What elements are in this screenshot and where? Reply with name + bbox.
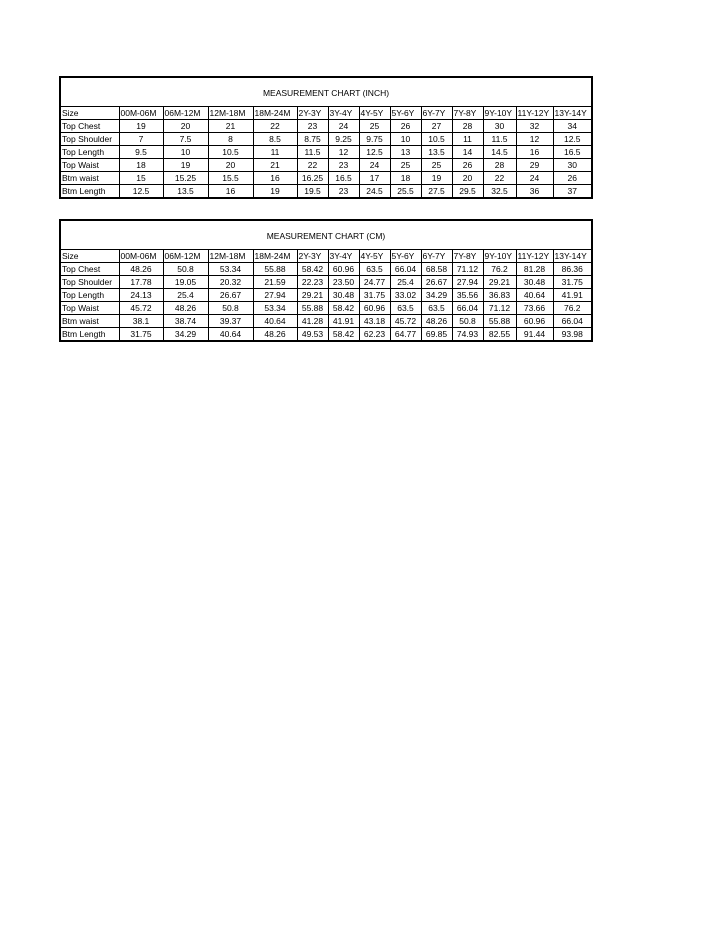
measurement-cell: 55.88 bbox=[297, 302, 328, 315]
measurement-cell: 9.75 bbox=[359, 133, 390, 146]
row-label: Top Length bbox=[61, 289, 119, 302]
measurement-cell: 34.29 bbox=[421, 289, 452, 302]
measurement-cell: 31.75 bbox=[119, 328, 163, 341]
measurement-cell: 7 bbox=[119, 133, 163, 146]
measurement-cell: 18 bbox=[390, 172, 421, 185]
measurement-cell: 37 bbox=[553, 185, 591, 198]
table-row bbox=[61, 328, 591, 341]
measurement-cell: 35.56 bbox=[452, 289, 483, 302]
header-row bbox=[61, 107, 591, 120]
size-header-cell: 4Y-5Y bbox=[359, 107, 390, 120]
table-row bbox=[61, 133, 591, 146]
measurement-cell: 50.8 bbox=[208, 302, 253, 315]
measurement-cell: 16.5 bbox=[328, 172, 359, 185]
measurement-cell: 12 bbox=[328, 146, 359, 159]
measurement-cell: 24.77 bbox=[359, 276, 390, 289]
measurement-cell: 26 bbox=[553, 172, 591, 185]
measurement-cell: 10.5 bbox=[421, 133, 452, 146]
measurement-cell: 17 bbox=[359, 172, 390, 185]
measurement-cell: 8.5 bbox=[253, 133, 297, 146]
measurement-cell: 30.48 bbox=[328, 289, 359, 302]
measurement-cell: 30.48 bbox=[516, 276, 553, 289]
measurement-cell: 16 bbox=[516, 146, 553, 159]
measurement-cell: 16 bbox=[253, 172, 297, 185]
measurement-cell: 48.26 bbox=[163, 302, 208, 315]
measurement-cell: 82.55 bbox=[483, 328, 516, 341]
measurement-cell: 63.5 bbox=[421, 302, 452, 315]
measurement-cell: 24.13 bbox=[119, 289, 163, 302]
measurement-cell: 14 bbox=[452, 146, 483, 159]
table-row bbox=[61, 302, 591, 315]
measurement-cell: 7.5 bbox=[163, 133, 208, 146]
measurement-cell: 60.96 bbox=[359, 302, 390, 315]
row-label: Top Length bbox=[61, 146, 119, 159]
measurement-cell: 23 bbox=[328, 185, 359, 198]
size-header-cell: 5Y-6Y bbox=[390, 107, 421, 120]
measurement-cell: 17.78 bbox=[119, 276, 163, 289]
measurement-cell: 53.34 bbox=[253, 302, 297, 315]
measurement-cell: 24 bbox=[516, 172, 553, 185]
size-column-header: Size bbox=[61, 250, 119, 263]
measurement-cell: 38.1 bbox=[119, 315, 163, 328]
measurement-cell: 60.96 bbox=[516, 315, 553, 328]
measurement-cell: 15.25 bbox=[163, 172, 208, 185]
measurement-cell: 71.12 bbox=[452, 263, 483, 276]
measurement-cell: 25.4 bbox=[163, 289, 208, 302]
measurement-cell: 32 bbox=[516, 120, 553, 133]
measurement-cell: 12.5 bbox=[359, 146, 390, 159]
measurement-cell: 19 bbox=[421, 172, 452, 185]
measurement-cell: 24 bbox=[359, 159, 390, 172]
measurement-cell: 91.44 bbox=[516, 328, 553, 341]
measurement-cell: 31.75 bbox=[553, 276, 591, 289]
size-header-cell: 00M-06M bbox=[119, 107, 163, 120]
measurement-cell: 25 bbox=[421, 159, 452, 172]
size-header-cell: 06M-12M bbox=[163, 107, 208, 120]
measurement-cell: 93.98 bbox=[553, 328, 591, 341]
measurement-cell: 15.5 bbox=[208, 172, 253, 185]
row-label: Btm Length bbox=[61, 328, 119, 341]
measurement-cell: 10 bbox=[390, 133, 421, 146]
measurement-cell: 63.5 bbox=[390, 302, 421, 315]
measurement-cell: 25 bbox=[359, 120, 390, 133]
measurement-cell: 36.83 bbox=[483, 289, 516, 302]
measurement-cell: 29.21 bbox=[297, 289, 328, 302]
measurement-cell: 29 bbox=[516, 159, 553, 172]
measurement-cell: 66.04 bbox=[390, 263, 421, 276]
measurement-cell: 58.42 bbox=[328, 328, 359, 341]
measurement-cell: 19.05 bbox=[163, 276, 208, 289]
table-row bbox=[61, 289, 591, 302]
measurement-cell: 50.8 bbox=[452, 315, 483, 328]
table-row bbox=[61, 263, 591, 276]
row-label: Btm Length bbox=[61, 185, 119, 198]
measurement-cell: 48.26 bbox=[253, 328, 297, 341]
measurement-cell: 10 bbox=[163, 146, 208, 159]
measurement-cell: 9.5 bbox=[119, 146, 163, 159]
measurement-cell: 22.23 bbox=[297, 276, 328, 289]
measurement-table bbox=[61, 107, 591, 197]
measurement-cell: 25.4 bbox=[390, 276, 421, 289]
measurement-cell: 23 bbox=[328, 159, 359, 172]
measurement-cell: 71.12 bbox=[483, 302, 516, 315]
measurement-cell: 64.77 bbox=[390, 328, 421, 341]
table-row bbox=[61, 146, 591, 159]
size-header-cell: 3Y-4Y bbox=[328, 250, 359, 263]
measurement-cell: 8 bbox=[208, 133, 253, 146]
measurement-cell: 29.5 bbox=[452, 185, 483, 198]
measurement-cell: 21.59 bbox=[253, 276, 297, 289]
measurement-cell: 45.72 bbox=[119, 302, 163, 315]
measurement-chart-inch bbox=[59, 76, 593, 199]
measurement-cell: 20 bbox=[163, 120, 208, 133]
size-header-cell: 12M-18M bbox=[208, 107, 253, 120]
row-label: Top Shoulder bbox=[61, 133, 119, 146]
measurement-cell: 76.2 bbox=[483, 263, 516, 276]
measurement-cell: 14.5 bbox=[483, 146, 516, 159]
measurement-cell: 40.64 bbox=[516, 289, 553, 302]
measurement-cell: 55.88 bbox=[253, 263, 297, 276]
row-label: Btm waist bbox=[61, 315, 119, 328]
measurement-cell: 63.5 bbox=[359, 263, 390, 276]
measurement-cell: 48.26 bbox=[421, 315, 452, 328]
measurement-cell: 22 bbox=[253, 120, 297, 133]
measurement-cell: 68.58 bbox=[421, 263, 452, 276]
measurement-cell: 27.94 bbox=[452, 276, 483, 289]
measurement-cell: 12.5 bbox=[119, 185, 163, 198]
measurement-cell: 30 bbox=[553, 159, 591, 172]
row-label: Top Waist bbox=[61, 302, 119, 315]
measurement-cell: 15 bbox=[119, 172, 163, 185]
measurement-cell: 69.85 bbox=[421, 328, 452, 341]
measurement-cell: 12.5 bbox=[553, 133, 591, 146]
measurement-table bbox=[61, 250, 591, 340]
measurement-cell: 36 bbox=[516, 185, 553, 198]
measurement-cell: 19 bbox=[119, 120, 163, 133]
table-row bbox=[61, 276, 591, 289]
measurement-cell: 45.72 bbox=[390, 315, 421, 328]
measurement-cell: 34.29 bbox=[163, 328, 208, 341]
measurement-cell: 25 bbox=[390, 159, 421, 172]
measurement-cell: 58.42 bbox=[297, 263, 328, 276]
measurement-cell: 38.74 bbox=[163, 315, 208, 328]
measurement-cell: 20 bbox=[208, 159, 253, 172]
size-header-cell: 6Y-7Y bbox=[421, 250, 452, 263]
size-header-cell: 11Y-12Y bbox=[516, 107, 553, 120]
measurement-cell: 25.5 bbox=[390, 185, 421, 198]
measurement-cell: 16.25 bbox=[297, 172, 328, 185]
measurement-cell: 8.75 bbox=[297, 133, 328, 146]
measurement-cell: 32.5 bbox=[483, 185, 516, 198]
measurement-cell: 30 bbox=[483, 120, 516, 133]
table-row bbox=[61, 185, 591, 198]
measurement-cell: 13.5 bbox=[163, 185, 208, 198]
measurement-cell: 13.5 bbox=[421, 146, 452, 159]
measurement-cell: 26 bbox=[452, 159, 483, 172]
measurement-cell: 41.28 bbox=[297, 315, 328, 328]
measurement-cell: 20 bbox=[452, 172, 483, 185]
measurement-cell: 11 bbox=[253, 146, 297, 159]
size-header-cell: 6Y-7Y bbox=[421, 107, 452, 120]
size-header-cell: 9Y-10Y bbox=[483, 250, 516, 263]
size-header-cell: 06M-12M bbox=[163, 250, 208, 263]
chart-title: MEASUREMENT CHART (CM) bbox=[61, 221, 591, 250]
measurement-cell: 20.32 bbox=[208, 276, 253, 289]
size-header-cell: 18M-24M bbox=[253, 250, 297, 263]
size-header-cell: 13Y-14Y bbox=[553, 250, 591, 263]
measurement-cell: 60.96 bbox=[328, 263, 359, 276]
measurement-cell: 24 bbox=[328, 120, 359, 133]
measurement-cell: 40.64 bbox=[253, 315, 297, 328]
row-label: Top Shoulder bbox=[61, 276, 119, 289]
header-row bbox=[61, 250, 591, 263]
size-header-cell: 7Y-8Y bbox=[452, 250, 483, 263]
measurement-cell: 19 bbox=[163, 159, 208, 172]
size-header-cell: 5Y-6Y bbox=[390, 250, 421, 263]
row-label: Top Chest bbox=[61, 263, 119, 276]
measurement-cell: 39.37 bbox=[208, 315, 253, 328]
measurement-cell: 16 bbox=[208, 185, 253, 198]
size-header-cell: 12M-18M bbox=[208, 250, 253, 263]
measurement-cell: 21 bbox=[253, 159, 297, 172]
measurement-cell: 31.75 bbox=[359, 289, 390, 302]
measurement-chart-cm bbox=[59, 219, 593, 342]
size-header-cell: 7Y-8Y bbox=[452, 107, 483, 120]
measurement-cell: 27.94 bbox=[253, 289, 297, 302]
measurement-cell: 11.5 bbox=[297, 146, 328, 159]
measurement-cell: 26 bbox=[390, 120, 421, 133]
measurement-cell: 62.23 bbox=[359, 328, 390, 341]
measurement-cell: 86.36 bbox=[553, 263, 591, 276]
measurement-cell: 28 bbox=[483, 159, 516, 172]
measurement-cell: 58.42 bbox=[328, 302, 359, 315]
measurement-cell: 27.5 bbox=[421, 185, 452, 198]
table-row bbox=[61, 159, 591, 172]
measurement-cell: 49.53 bbox=[297, 328, 328, 341]
measurement-cell: 13 bbox=[390, 146, 421, 159]
measurement-cell: 66.04 bbox=[553, 315, 591, 328]
measurement-cell: 50.8 bbox=[163, 263, 208, 276]
size-header-cell: 2Y-3Y bbox=[297, 250, 328, 263]
size-header-cell: 4Y-5Y bbox=[359, 250, 390, 263]
measurement-cell: 19 bbox=[253, 185, 297, 198]
measurement-cell: 53.34 bbox=[208, 263, 253, 276]
measurement-cell: 12 bbox=[516, 133, 553, 146]
size-header-cell: 2Y-3Y bbox=[297, 107, 328, 120]
size-header-cell: 13Y-14Y bbox=[553, 107, 591, 120]
measurement-cell: 18 bbox=[119, 159, 163, 172]
table-row bbox=[61, 172, 591, 185]
measurement-cell: 26.67 bbox=[421, 276, 452, 289]
measurement-cell: 76.2 bbox=[553, 302, 591, 315]
size-header-cell: 11Y-12Y bbox=[516, 250, 553, 263]
measurement-cell: 10.5 bbox=[208, 146, 253, 159]
measurement-cell: 27 bbox=[421, 120, 452, 133]
measurement-cell: 48.26 bbox=[119, 263, 163, 276]
measurement-cell: 11.5 bbox=[483, 133, 516, 146]
measurement-cell: 26.67 bbox=[208, 289, 253, 302]
measurement-cell: 24.5 bbox=[359, 185, 390, 198]
row-label: Top Waist bbox=[61, 159, 119, 172]
measurement-cell: 40.64 bbox=[208, 328, 253, 341]
size-column-header: Size bbox=[61, 107, 119, 120]
measurement-cell: 41.91 bbox=[328, 315, 359, 328]
chart-title: MEASUREMENT CHART (INCH) bbox=[61, 78, 591, 107]
measurement-cell: 74.93 bbox=[452, 328, 483, 341]
measurement-cell: 11 bbox=[452, 133, 483, 146]
measurement-cell: 16.5 bbox=[553, 146, 591, 159]
measurement-cell: 43.18 bbox=[359, 315, 390, 328]
measurement-cell: 55.88 bbox=[483, 315, 516, 328]
size-header-cell: 3Y-4Y bbox=[328, 107, 359, 120]
size-header-cell: 9Y-10Y bbox=[483, 107, 516, 120]
table-row bbox=[61, 120, 591, 133]
measurement-cell: 34 bbox=[553, 120, 591, 133]
measurement-cell: 28 bbox=[452, 120, 483, 133]
measurement-cell: 21 bbox=[208, 120, 253, 133]
measurement-cell: 9.25 bbox=[328, 133, 359, 146]
measurement-cell: 73.66 bbox=[516, 302, 553, 315]
measurement-cell: 19.5 bbox=[297, 185, 328, 198]
measurement-cell: 22 bbox=[297, 159, 328, 172]
measurement-cell: 29.21 bbox=[483, 276, 516, 289]
measurement-cell: 23.50 bbox=[328, 276, 359, 289]
size-header-cell: 00M-06M bbox=[119, 250, 163, 263]
measurement-cell: 23 bbox=[297, 120, 328, 133]
measurement-cell: 81.28 bbox=[516, 263, 553, 276]
measurement-cell: 22 bbox=[483, 172, 516, 185]
measurement-cell: 41.91 bbox=[553, 289, 591, 302]
size-header-cell: 18M-24M bbox=[253, 107, 297, 120]
table-row bbox=[61, 315, 591, 328]
row-label: Btm waist bbox=[61, 172, 119, 185]
row-label: Top Chest bbox=[61, 120, 119, 133]
measurement-cell: 33.02 bbox=[390, 289, 421, 302]
measurement-cell: 66.04 bbox=[452, 302, 483, 315]
